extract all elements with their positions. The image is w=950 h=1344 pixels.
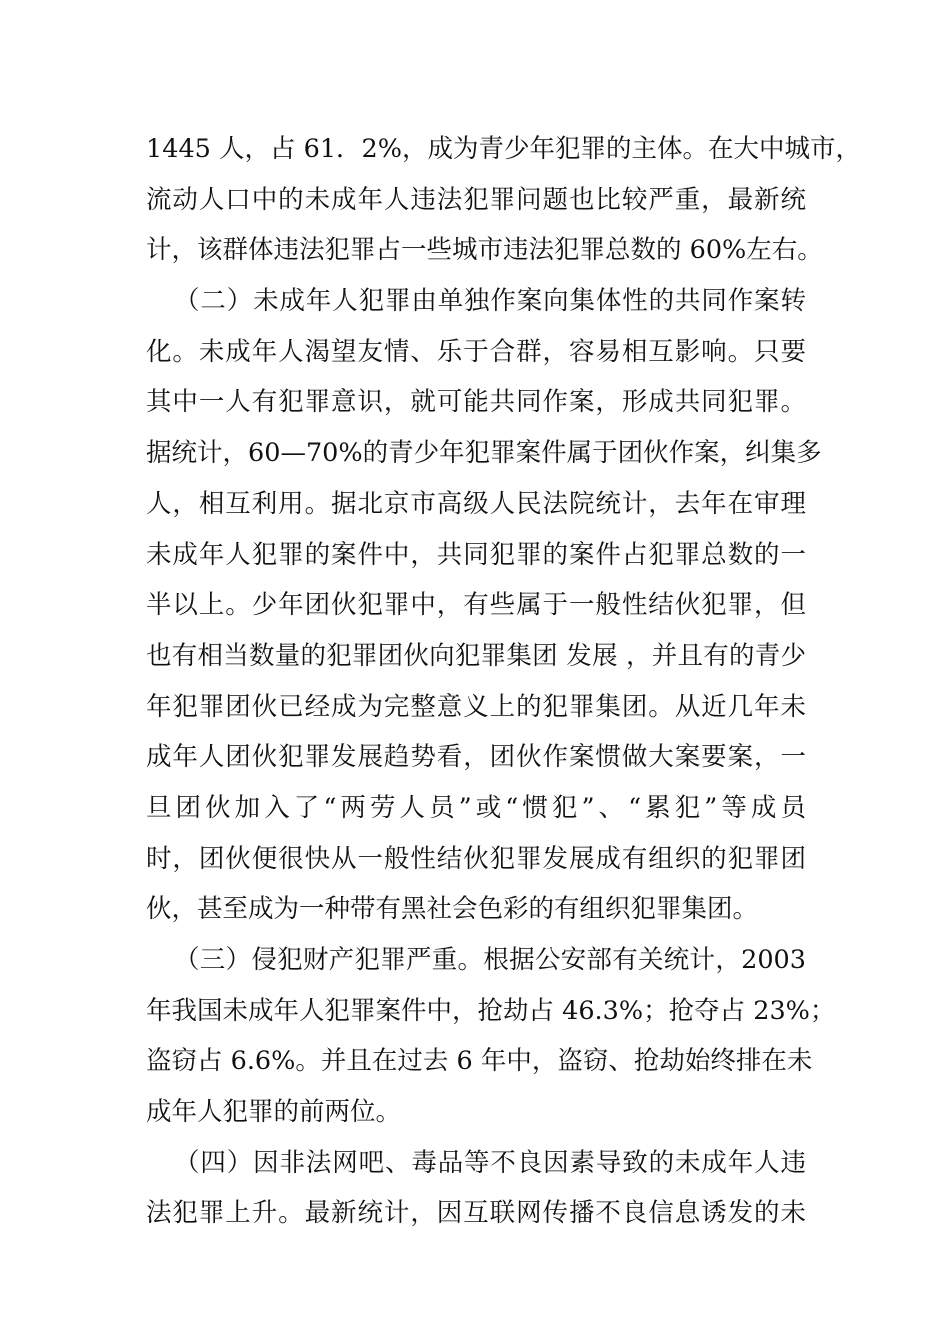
document-body <box>146 124 862 1239</box>
text-line: 计，该群体违法犯罪占一些城市违法犯罪总数的 60%左右。 <box>146 235 823 266</box>
text-line: 盗窃占 6.6%。并且在过去 6 年中，盗窃、抢劫始终排在未 <box>146 1046 813 1077</box>
text-line: 成年人团伙犯罪发展趋势看，团伙作案惯做大案要案，一 <box>146 742 806 773</box>
text-line: 成年人犯罪的前两位。 <box>146 1097 402 1128</box>
text-line: 伙，甚至成为一种带有黑社会色彩的有组织犯罪集团。 <box>146 894 759 925</box>
text-line: （三）侵犯财产犯罪严重。根据公安部有关统计，2003 <box>174 945 806 975</box>
text-line: 流动人口中的未成年人违法犯罪问题也比较严重，最新统 <box>146 184 806 215</box>
text-line: 1445 人，占 61．2%，成为青少年犯罪的主体。在大中城市， <box>146 134 862 164</box>
text-line: 化。未成年人渴望友情、乐于合群，容易相互影响。只要 <box>146 336 806 367</box>
text-line: （四）因非法网吧、毒品等不良因素导致的未成年人违 <box>174 1147 806 1178</box>
text-line: 半以上。少年团伙犯罪中，有些属于一般性结伙犯罪，但 <box>146 590 806 621</box>
text-line: 时，团伙便很快从一般性结伙犯罪发展成有组织的犯罪团 <box>146 843 806 874</box>
text-line: 据统计，60—70%的青少年犯罪案件属于团伙作案，纠集多 <box>146 438 822 469</box>
text-line: 年我国未成年人犯罪案件中，抢劫占 46.3%；抢夺占 23%； <box>146 995 836 1026</box>
text-line: 年犯罪团伙已经成为完整意义上的犯罪集团。从近几年未 <box>146 691 806 722</box>
text-line: （二）未成年人犯罪由单独作案向集体性的共同作案转 <box>174 286 806 317</box>
text-line: 法犯罪上升。最新统计，因互联网传播不良信息诱发的未 <box>146 1198 806 1229</box>
text-line: 也有相当数量的犯罪团伙向犯罪集团 发展 ，并且有的青少 <box>146 640 806 671</box>
text-line: 其中一人有犯罪意识，就可能共同作案，形成共同犯罪。 <box>146 387 806 418</box>
text-line: 未成年人犯罪的案件中，共同犯罪的案件占犯罪总数的一 <box>146 539 806 570</box>
text-line: 旦团伙加入了“两劳人员”或“惯犯”、“累犯”等成员 <box>146 792 806 823</box>
text-line: 人，相互利用。据北京市高级人民法院统计，去年在审理 <box>146 488 806 519</box>
